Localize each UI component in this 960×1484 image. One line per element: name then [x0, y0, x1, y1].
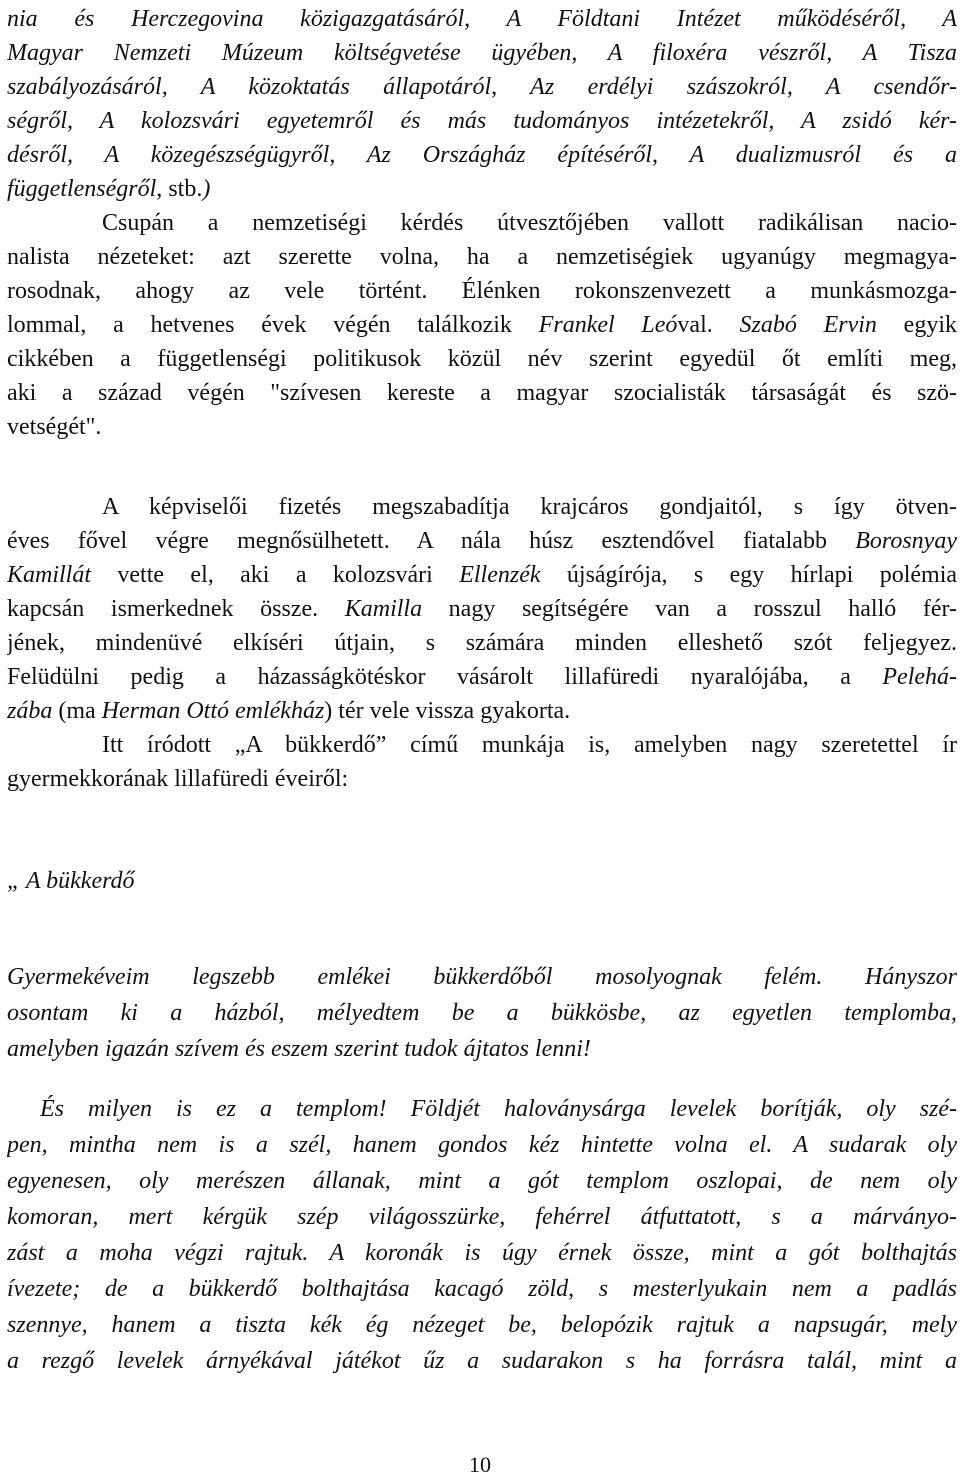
text-line — [102, 206, 957, 240]
text-segment: rosodnak, ahogy az vele történt. Élénken rokonszenvezett a munkásmozga- — [7, 278, 957, 304]
text-line — [7, 558, 957, 592]
text-line — [7, 1344, 957, 1378]
page-number: 10 — [469, 1452, 491, 1477]
text-line — [7, 36, 957, 70]
text-segment: Felüdülni pedig a házasságkötéskor vásárolt lillafüredi nyaralójába, a — [7, 664, 883, 690]
text-segment: komoran, mert kérgük szép világosszürke, fehérrel átfuttatott, s a márványo- — [7, 1204, 957, 1230]
text-segment: Gyermekéveim legszebb emlékei bükkerdőből mosolyognak felém. Hányszor — [7, 964, 957, 990]
text-segment: vetségét". — [7, 414, 102, 440]
text-line — [7, 240, 957, 274]
text-segment: nia és Herczegovina közigazgatásáról, A Földtani Intézet működéséről, A — [7, 6, 957, 32]
text-segment: újságírója, s egy hírlapi polémia — [540, 562, 957, 588]
text-line — [7, 960, 957, 994]
text-segment: pen, mintha nem is a szél, hanem gondos kéz hintette volna el. A sudarak oly — [7, 1132, 957, 1158]
text-line — [7, 694, 957, 728]
text-line — [7, 172, 957, 206]
text-segment: ségről, A kolozsvári egyetemről és más tudományos intézetekről, A zsidó kér- — [7, 108, 957, 134]
text-segment: egyik — [876, 312, 957, 338]
text-segment: lommal, a hetvenes évek végén találkozik — [7, 312, 539, 338]
text-segment: val. — [677, 312, 740, 338]
text-segment: szennye, hanem a tiszta kék ég nézeget be, belopózik rajtuk a napsugár, mely — [7, 1312, 957, 1338]
text-segment: függetlenségről, — [7, 176, 169, 202]
text-segment: És milyen is ez a templom! Földjét haloványsárga levelek borítják, oly szé- — [40, 1096, 957, 1122]
text-line — [7, 308, 957, 342]
text-segment: Ellenzék — [459, 562, 541, 588]
text-line — [7, 70, 957, 104]
text-line — [7, 138, 957, 172]
text-segment: nagy segítségére van a rosszul halló fér- — [422, 596, 957, 622]
text-segment: zást a moha végzi rajtuk. A koronák is úgy érnek össze, mint a gót bolthajtás — [7, 1240, 957, 1266]
text-line — [7, 342, 957, 376]
text-line — [7, 1128, 957, 1162]
text-line — [7, 996, 957, 1030]
text-line — [7, 1200, 957, 1234]
text-segment: Borosnyay — [855, 528, 957, 554]
text-line — [102, 728, 957, 762]
text-segment: Itt íródott „A bükkerdő” című munkája is, amelyben nagy szeretettel ír — [102, 732, 957, 758]
text-line — [7, 592, 957, 626]
text-segment: cikkében a függetlenségi politikusok közül név szerint egyedül őt említi meg, — [7, 346, 957, 372]
text-segment: ívezete; de a bükkerdő bolthajtása kacagó zöld, s mesterlyukain nem a padlás — [7, 1276, 957, 1302]
text-segment: Szabó Ervin — [739, 312, 877, 338]
text-segment: ) — [202, 176, 211, 202]
text-line — [102, 490, 957, 524]
text-segment: nalista nézeteket: azt szerette volna, ha a nemzetiségiek ugyanúgy megmagya- — [7, 244, 957, 270]
text-segment: osontam ki a házból, mélyedtem be a bükkösbe, az egyetlen templomba, — [7, 1000, 957, 1026]
text-segment: zába — [7, 698, 53, 724]
text-line — [7, 2, 957, 36]
text-line — [7, 1236, 957, 1270]
text-segment: désről, A közegészségügyről, Az Országház építéséről, A dualizmusról és a — [7, 142, 957, 168]
text-segment: kapcsán ismerkednek össze. — [7, 596, 345, 622]
text-segment: (ma — [52, 698, 102, 724]
text-segment: szabályozásáról, A közoktatás állapotáról, Az erdélyi szászokról, A csendőr- — [7, 74, 957, 100]
text-segment: Kamilla — [344, 596, 423, 622]
text-segment: stb. — [168, 176, 203, 202]
text-segment: Magyar Nemzeti Múzeum költségvetése ügyében, A filoxéra vészről, A Tisza — [7, 40, 957, 66]
text-line — [7, 410, 957, 444]
text-segment: ) tér vele vissza gyakorta. — [324, 698, 571, 724]
text-segment: vette el, aki a kolozsvári — [91, 562, 460, 588]
text-segment: A képviselői fizetés megszabadítja krajcáros gondjaitól, s így ötven- — [102, 494, 957, 520]
text-segment: Csupán a nemzetiségi kérdés útvesztőjében vallott radikálisan nacio- — [102, 210, 957, 236]
text-line — [7, 1308, 957, 1342]
text-line — [7, 762, 957, 796]
text-segment: „ A bükkerdő — [7, 868, 135, 894]
text-segment: éves fővel végre megnősülhetett. A nála húsz esztendővel fiatalabb — [7, 528, 856, 554]
text-segment: egyenesen, oly merészen állanak, mint a gót templom oszlopai, de nem oly — [7, 1168, 957, 1194]
text-line — [7, 274, 957, 308]
text-segment: a rezgő levelek árnyékával játékot űz a sudarakon s ha forrásra talál, mint a — [7, 1348, 957, 1374]
text-line — [7, 626, 957, 660]
text-line — [7, 104, 957, 138]
text-line — [7, 1164, 957, 1198]
text-line — [7, 864, 957, 898]
text-segment: Herman Ottó emlékház — [101, 698, 325, 724]
text-segment: Frankel Leó — [538, 312, 678, 338]
text-segment: amelyben igazán szívem és eszem szerint tudok ájtatos lenni! — [7, 1036, 591, 1062]
text-segment: jének, mindenüvé elkíséri útjain, s számára minden elleshető szót feljegyez. — [7, 630, 957, 656]
text-line — [7, 660, 957, 694]
text-line — [40, 1092, 957, 1126]
text-line — [7, 1272, 957, 1306]
text-segment: Kamillát — [7, 562, 92, 588]
text-segment: aki a század végén "szívesen kereste a magyar szocialisták társaságát és szö- — [7, 380, 957, 406]
text-line — [7, 376, 957, 410]
text-line — [7, 524, 957, 558]
text-segment: Pelehá- — [882, 664, 957, 690]
text-line — [7, 1032, 957, 1066]
text-segment: gyermekkorának lillafüredi éveiről: — [7, 766, 349, 792]
